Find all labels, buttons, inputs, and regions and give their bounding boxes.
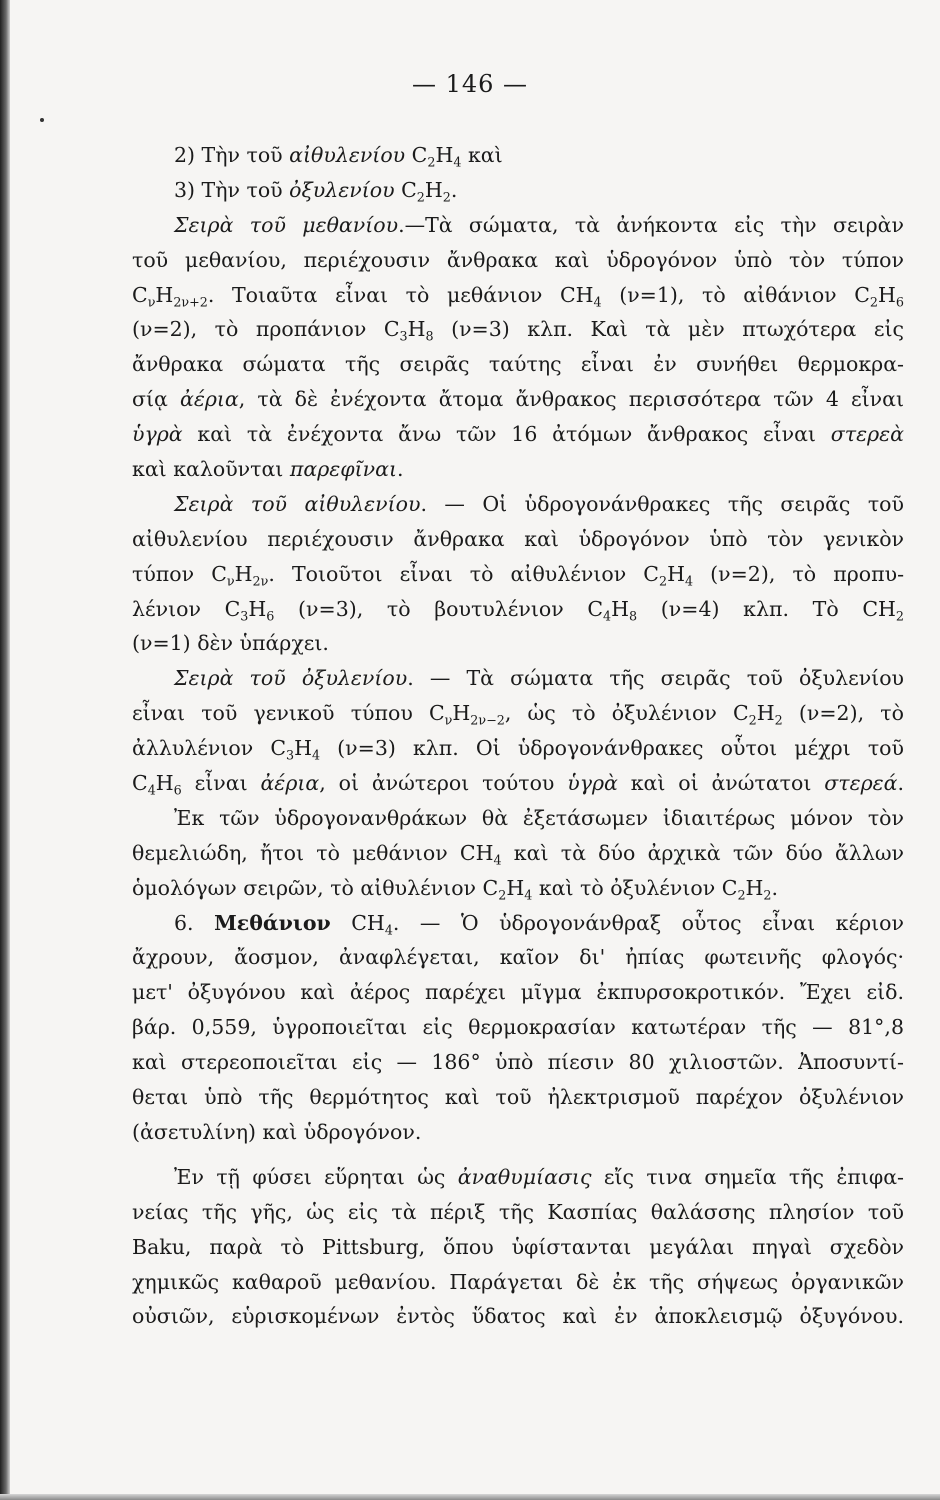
text-line: θεμελιώδη, ἤτοι τὸ μεθάνιον $CH_4$ καὶ τὰ δύο ἀρχικὰ τῶν δύο ἄλλων (132, 840, 904, 868)
text-line: ἀλλυλένιον $C_3H_4$ (ν=3) κλπ. Οἱ ὑδρογονάνθρακες οὗτοι μέχρι τοῦ (132, 736, 904, 763)
text-line: χημικῶς καθαροῦ μεθανίου. Παράγεται δὲ ἐκ τῆς σήψεως ὀργανικῶν (132, 1269, 904, 1294)
text-line: βάρ. 0,559, ὑγροποιεῖται εἰς θερμοκρασίαν κατωτέραν τῆς — 81°,8 (132, 1015, 904, 1040)
text-line: (ἀσετυλίνη) καὶ ὑδρογόνον. (132, 1119, 422, 1144)
text-line: (ν=2), τὸ προπάνιον $C_3H_8$ (ν=3) κλπ. Καὶ τὰ μὲν πτωχότερα εἰς (132, 317, 904, 344)
text-line: $C_4H_6$ εἶναι ἀέρια, οἱ ἀνώτεροι τούτου ὑγρὰ καὶ οἱ ἀνώτατοι στερεά. (132, 771, 904, 798)
text-line: ἄχρουν, ἄοσμον, ἀναφλέγεται, καῖον δι' ἠπίας φωτεινῆς φλογός· (132, 945, 904, 970)
text-line: Ἐν τῇ φύσει εὕρηται ὡς ἀναθυμίασις εἴς τινα σημεῖα τῆς ἐπιφα- (174, 1164, 904, 1189)
text-line: Baku, παρὰ τὸ Pittsburg, ὅπου ὑφίστανται μεγάλαι πηγαὶ σχεδὸν (132, 1234, 904, 1259)
page-bottom-edge (0, 1494, 940, 1500)
page-left-edge (0, 0, 10, 1500)
text-line: καὶ στερεοποιεῖται εἰς — 186° ὑπὸ πίεσιν 80 χιλιοστῶν. Ἀποσυντί- (132, 1050, 904, 1075)
text-line: μετ' ὀξυγόνου καὶ ἀέρος παρέχει μῖγμα ἐκπυρσοκροτικόν. Ἔχει εἰδ. (132, 980, 904, 1005)
text-line: ὑγρὰ καὶ τὰ ἐνέχοντα ἄνω τῶν 16 ἀτόμων ἄνθρακος εἶναι στερεὰ (132, 422, 904, 447)
text-line: Ἐκ τῶν ὑδρογονανθράκων θὰ ἐξετάσωμεν ἰδιαιτέρως μόνον τὸν (174, 805, 904, 830)
text-line: (ν=1) δὲν ὑπάρχει. (132, 631, 329, 656)
text-line: οὐσιῶν, εὑρισκομένων ἐντὸς ὕδατος καὶ ἐν ἀποκλεισμῷ ὀξυγόνου. (132, 1304, 904, 1329)
text-line: θεται ὑπὸ τῆς θερμότητος καὶ τοῦ ἠλεκτρισμοῦ παρέχον ὀξυλένιον (132, 1085, 904, 1110)
text-line: $C_\nu H_{2\nu+2}$. Τοιαῦτα εἶναι τὸ μεθάνιον $CH_4$ (ν=1), τὸ αἰθάνιον $C_2H_6$ (132, 282, 904, 309)
text-line: Σειρὰ τοῦ αἰθυλενίου. — Οἱ ὑδρογονάνθρακες τῆς σειρᾶς τοῦ (174, 491, 904, 516)
text-line: τύπον $C_\nu H_{2\nu}$. Τοιοῦτοι εἶναι τὸ αἰθυλένιον $C_2H_4$ (ν=2), τὸ προπυ- (132, 561, 904, 589)
text-line: καὶ καλοῦνται παρεφῖναι. (132, 457, 404, 482)
text-line: λένιον $C_3H_6$ (ν=3), τὸ βουτυλένιον $C_4H_8$ (ν=4) κλπ. Τὸ $CH_2$ (132, 596, 904, 624)
text-line: εἶναι τοῦ γενικοῦ τύπου $C_\nu H_{2\nu-2}$, ὡς τὸ ὀξυλένιον $C_2H_2$ (ν=2), τὸ (132, 701, 904, 728)
text-line: Σειρὰ τοῦ ὀξυλενίου. — Τὰ σώματα τῆς σειρᾶς τοῦ ὀξυλενίου (174, 666, 904, 691)
text-line: σίᾳ ἀέρια, τὰ δὲ ἐνέχοντα ἄτομα ἄνθρακος περισσότερα τῶν 4 εἶναι (132, 387, 904, 412)
text-line: ἄνθρακα σώματα τῆς σειρᾶς ταύτης εἶναι ἐν συνήθει θερμοκρα- (132, 352, 904, 377)
page-number: — 146 — (411, 70, 529, 98)
text-line: αἰθυλενίου περιέχουσιν ἄνθρακα καὶ ὑδρογόνον ὑπὸ τὸν γενικὸν (132, 526, 904, 551)
margin-dot (40, 118, 44, 122)
text-line: 3) Τὴν τοῦ ὀξυλενίου $C_2H_2$. (174, 177, 458, 205)
text-line: νείας τῆς γῆς, ὡς εἰς τὰ πέριξ τῆς Κασπίας θαλάσσης πλησίον τοῦ (132, 1199, 904, 1224)
body-text (132, 138, 904, 1334)
text-line: ὁμολόγων σειρῶν, τὸ αἰθυλένιον $C_2H_4$ καὶ τὸ ὀξυλένιον $C_2H_2$. (132, 875, 779, 903)
text-line: 6. Μεθάνιον $CH_4$. — Ὁ ὑδρογονάνθραξ οὗτος εἶναι κέριον (174, 910, 904, 938)
text-line: 2) Τὴν τοῦ αἰθυλενίου $C_2H_4$ καὶ (174, 143, 503, 170)
text-line: τοῦ μεθανίου, περιέχουσιν ἄνθρακα καὶ ὑδρογόνον ὑπὸ τὸν τύπον (132, 247, 904, 272)
text-line: Σειρὰ τοῦ μεθανίου.—Τὰ σώματα, τὰ ἀνήκοντα εἰς τὴν σειρὰν (174, 212, 904, 237)
